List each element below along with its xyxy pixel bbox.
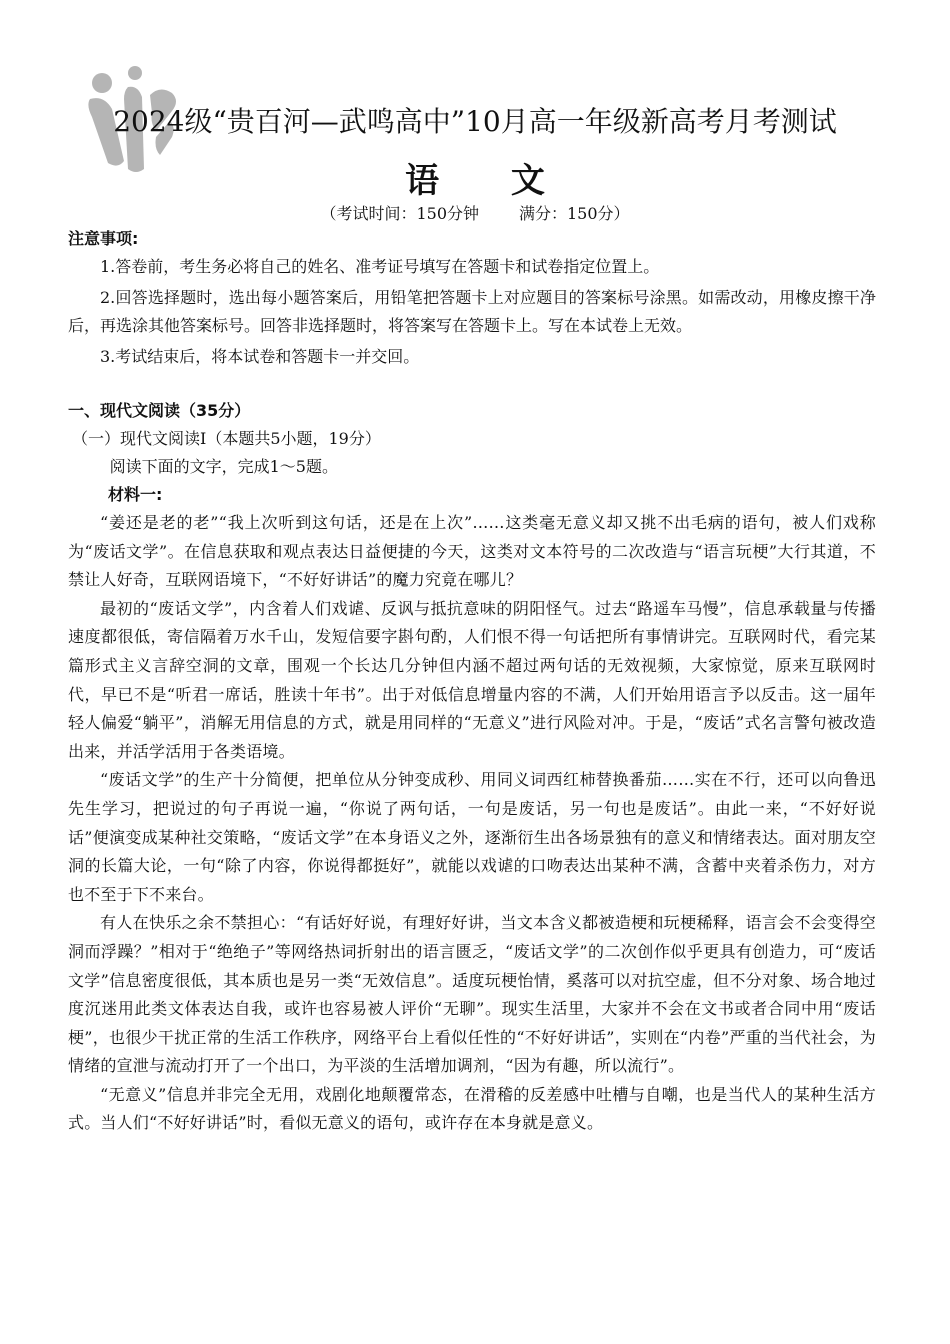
notice-item: 2.回答选择题时，选出每小题答案后，用铅笔把答题卡上对应题目的答案标号涂黑。如需改动，用橡皮擦干净后，再选涂其他答案标号。回答非选择题时，将答案写在答题卡上。写在本试卷上无效。	[68, 288, 876, 335]
subsection-heading: （一）现代文阅读Ⅰ（本题共5小题，19分）	[72, 429, 381, 448]
passage-paragraph: “废话文学”的生产十分简便，把单位从分钟变成秒、用同义词西红柿替换番茄……实在不行，还可以向鲁迅先生学习，把说过的句子再说一遍，“你说了两句话，一句是废话，另一句也是废话”。由此一来，“不好好说话”便演变成某种社交策略，“废话文学”在本身语义之外，逐渐衍生出各场景独有的意义和情绪表达。面对朋友空洞的长篇大论，一句“除了内容，你说得都挺好”，就能以戏谑的口吻表达出某种不满，含蓄中夹着杀伤力，对方也不至于下不来台。	[68, 770, 876, 904]
notice-item: 3.考试结束后，将本试卷和答题卡一并交回。	[100, 347, 420, 366]
passage-paragraph: 有人在快乐之余不禁担心：“有话好好说，有理好好讲，当文本含义都被造梗和玩梗稀释，语言会不会变得空洞而浮躁？”相对于“绝绝子”等网络热词折射出的语言匮乏，“废话文学”的二次创作似乎更具有创造力，可“废话文学”信息密度很低，其本质也是另一类“无效信息”。适度玩梗怡情，奚落可以对抗空虚，但不分对象、场合地过度沉迷用此类文体表达自我，或许也容易被人评价“无聊”。现实生活里，大家并不会在文书或者合同中用“废话梗”，也很少干扰正常的生活工作秩序，网络平台上看似任性的“不好好讲话”，实则在“内卷”严重的当代社会，为情绪的宣泄与流动打开了一个出口，为平淡的生活增加调剂，“因为有趣，所以流行”。	[68, 913, 876, 1076]
section-heading: 一、现代文阅读（35分）	[68, 401, 251, 420]
subject-title: 语 文	[405, 161, 575, 201]
passage-paragraph: “无意义”信息并非完全无用，戏剧化地颠覆常态，在滑稽的反差感中吐槽与自嘲，也是当代人的某种生活方式。当人们“不好好讲话”时，看似无意义的语句，或许存在本身就是意义。	[68, 1084, 876, 1133]
reading-instruction: 阅读下面的文字，完成1～5题。	[109, 457, 338, 476]
exam-info	[0, 201, 950, 224]
document-body	[68, 225, 876, 1138]
full-score: 满分：150分）	[519, 204, 630, 223]
exam-title: 2024级“贵百河—武鸣高中”10月高一年级新高考月考测试	[113, 105, 837, 138]
notice-heading: 注意事项:	[68, 229, 139, 248]
passage-paragraph: “姜还是老的老”“我上次听到这句话，还是在上次”……这类毫无意义却又挑不出毛病的语句，被人们戏称为“废话文学”。在信息获取和观点表达日益便捷的今天，这类对文本符号的二次改造与“语言玩梗”大行其道，不禁让人好奇，互联网语境下，“不好好讲话”的魔力究竟在哪儿？	[68, 513, 876, 590]
notice-item: 1.答卷前，考生务必将自己的姓名、准考证号填写在答题卡和试卷指定位置上。	[100, 257, 660, 276]
material-label: 材料一:	[108, 485, 163, 504]
passage-paragraph: 最初的“废话文学”，内含着人们戏谑、反讽与抵抗意味的阴阳怪气。过去“路遥车马慢”，信息承载量与传播速度都很低，寄信隔着万水千山，发短信要字斟句酌，人们恨不得一句话把所有事情讲完。互联网时代，看完某篇形式主义言辞空洞的文章，围观一个长达几分钟但内涵不超过两句话的无效视频，大家惊觉，原来互联网时代，早已不是“听君一席话，胜读十年书”。出于对低信息增量内容的不满，人们开始用语言予以反击。这一届年轻人偏爱“躺平”，消解无用信息的方式，就是用同样的“无意义”进行风险对冲。于是，“废话”式名言警句被改造出来，并活学活用于各类语境。	[68, 598, 876, 761]
exam-time: （考试时间：150分钟	[320, 204, 479, 223]
